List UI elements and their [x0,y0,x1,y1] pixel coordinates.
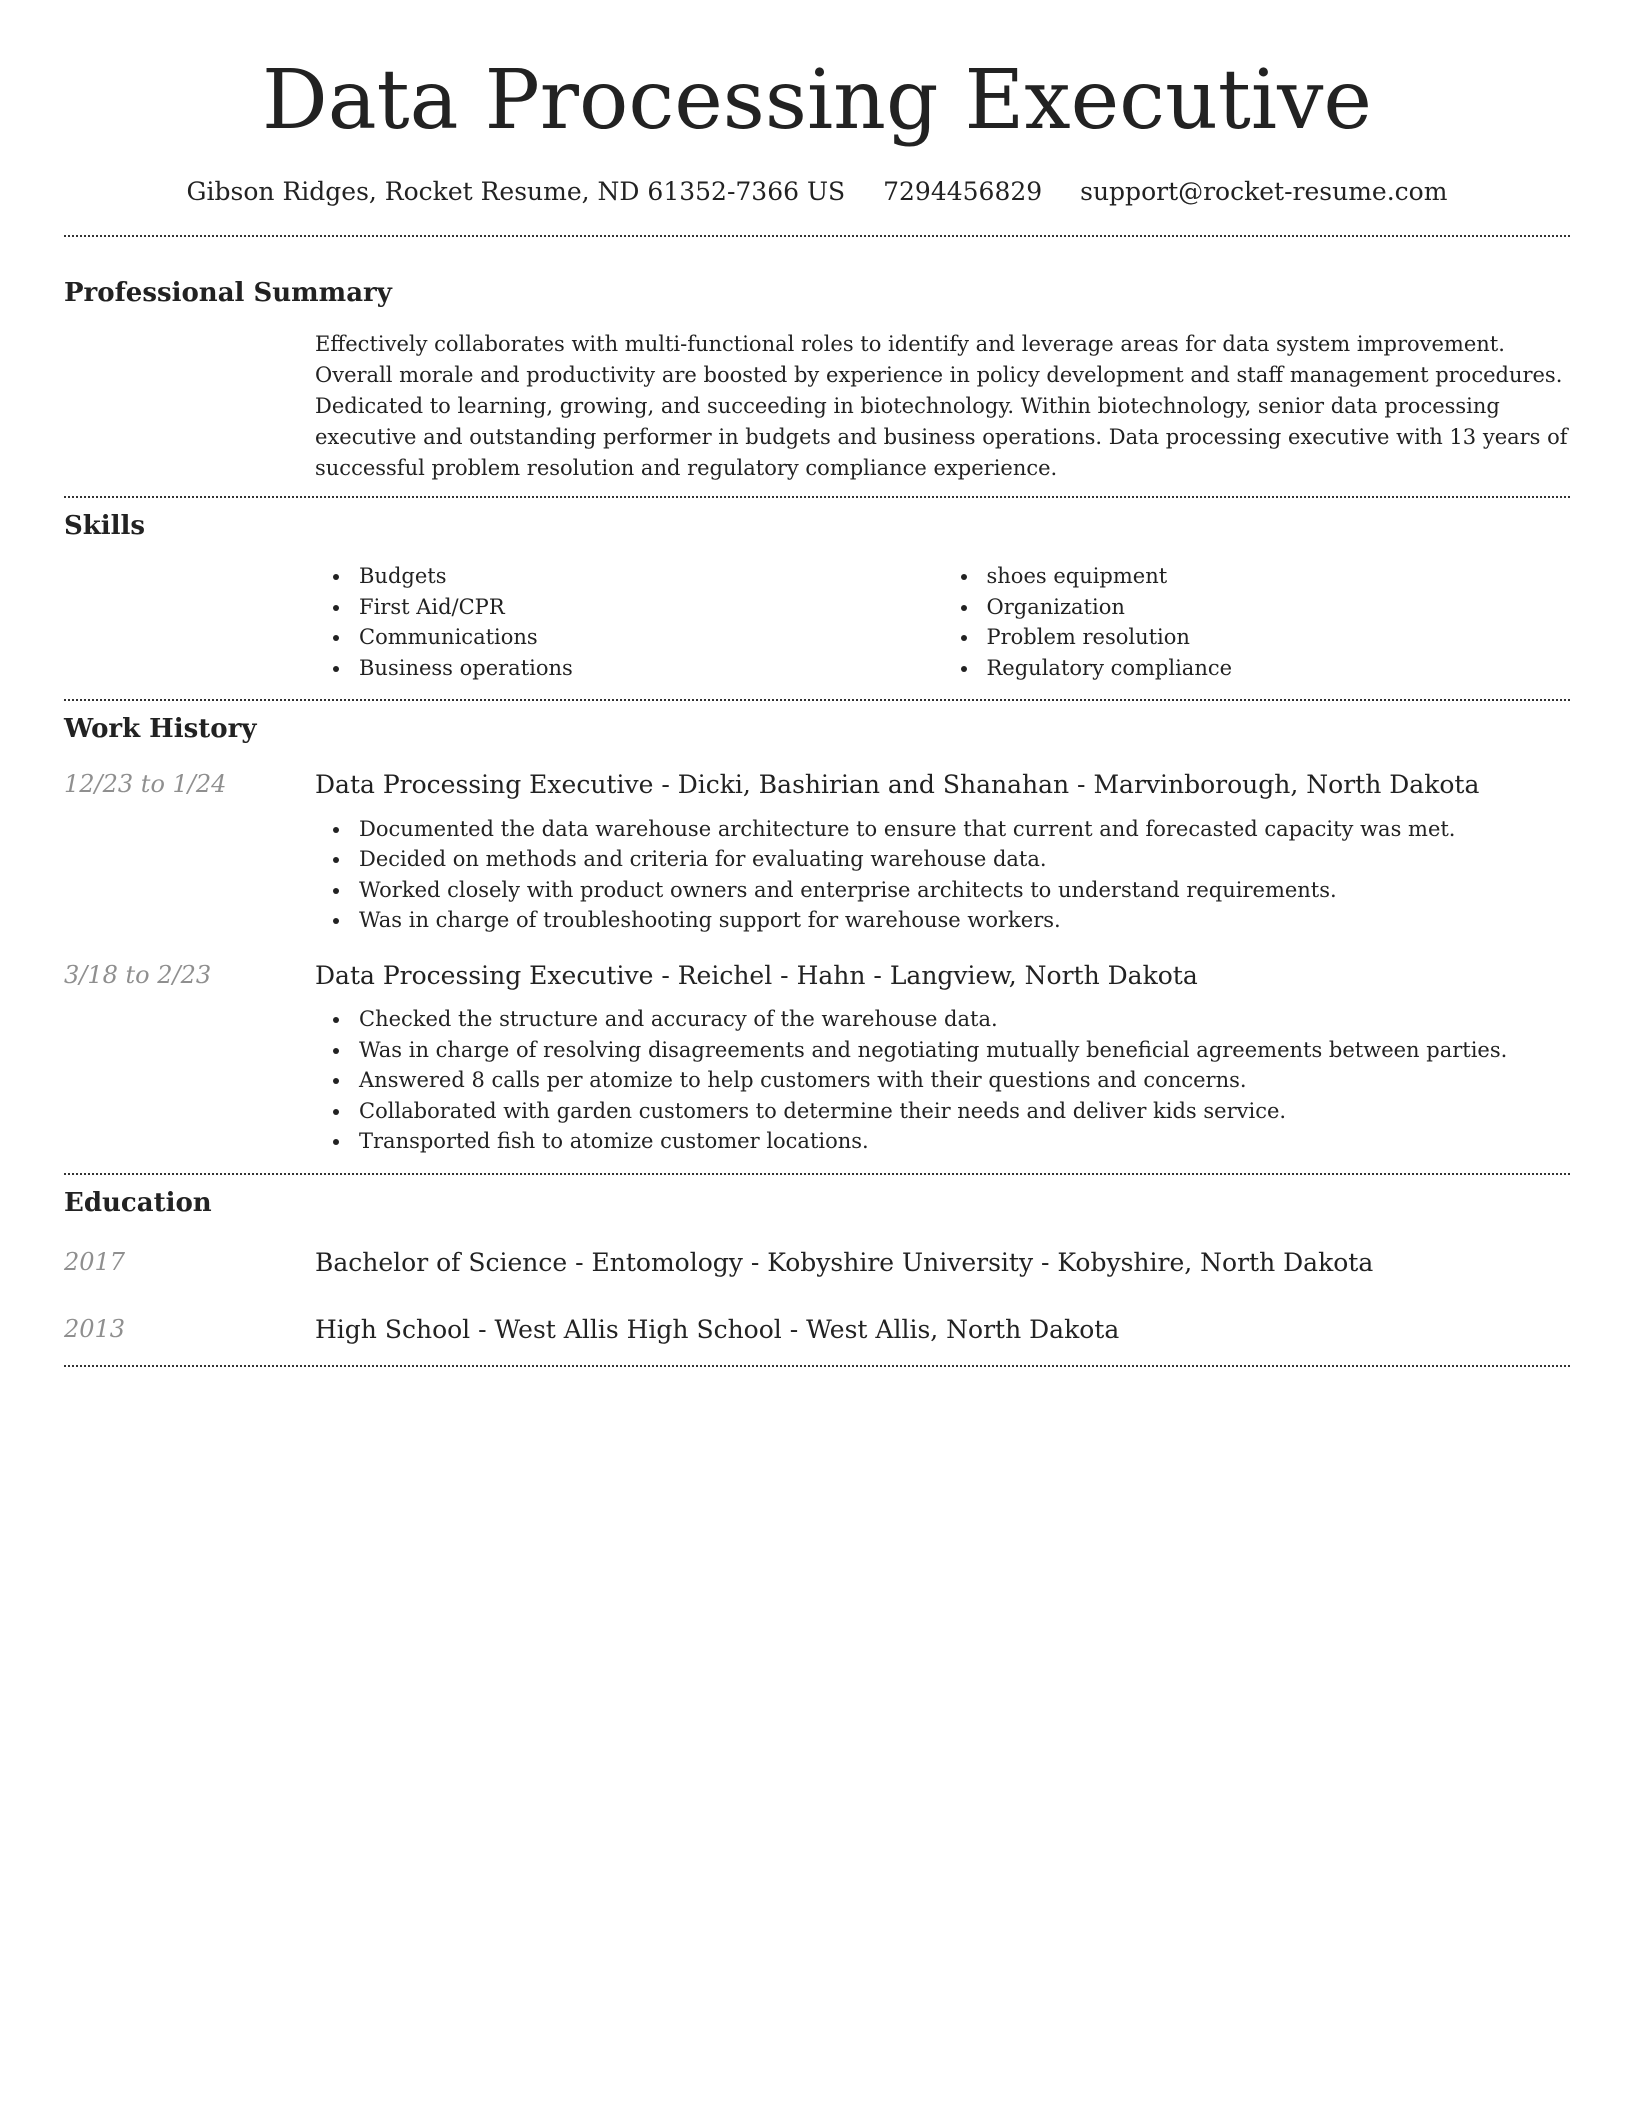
job-bullet: Checked the structure and accuracy of the warehouse data. [315,1004,1570,1035]
summary-text: Effectively collaborates with multi-functional roles to identify and leverage areas for data system improvement. Overall morale and productivity are boosted by experience in policy development and staff management procedures. Dedicated to learning, growing, and succeeding in biotechnology. Within biotechnology, senior data processing executive and outstanding performer in budgets and business operations. Data processing executive with 13 years of successful problem resolution and regulatory compliance experience. [315,331,1568,480]
job-bullets [315,814,1570,936]
education-text: High School - West Allis High School - West Allis, North Dakota [315,1315,1120,1345]
skill-item: shoes equipment [943,561,1571,592]
job-bullet: Collaborated with garden customers to determine their needs and deliver kids service. [315,1096,1570,1127]
education-section [64,1187,1570,1347]
job-bullet: Answered 8 calls per atomize to help customers with their questions and concerns. [315,1065,1570,1096]
education-year: 2013 [64,1315,126,1344]
divider [64,496,1570,498]
job-bullets [315,1004,1570,1157]
education-text: Bachelor of Science - Entomology - Kobyshire University - Kobyshire, North Dakota [315,1247,1374,1277]
job-heading: Data Processing Executive - Dicki, Bashirian and Shanahan - Marvinborough, North Dakota [315,770,1480,800]
skill-item: Business operations [315,653,943,684]
skill-item: Regulatory compliance [943,653,1571,684]
resume-name: Data Processing Executive [262,53,1372,148]
work-title: Work History [64,714,257,745]
contact-phone: 7294456829 [883,177,1043,207]
contact-line [64,176,1570,209]
job-entry [64,769,1570,936]
contact-email: support@rocket-resume.com [1080,177,1448,207]
divider [64,699,1570,701]
skills-list-right [943,561,1571,683]
education-entry [64,1314,1570,1347]
skill-item: Organization [943,592,1571,623]
job-entry [64,960,1570,1157]
job-dates: 12/23 to 1/24 [64,770,227,799]
resume-page [64,0,1570,1367]
job-bullet: Documented the data warehouse architecture to ensure that current and forecasted capacity was met. [315,814,1570,845]
summary-title: Professional Summary [64,277,392,308]
skill-item: Problem resolution [943,622,1571,653]
job-dates: 3/18 to 2/23 [64,960,212,989]
skills-list-left [315,561,943,683]
education-title: Education [64,1187,212,1218]
job-bullet: Transported fish to atomize customer locations. [315,1126,1570,1157]
education-entry [64,1247,1570,1280]
skills-section [64,510,1570,684]
summary-section [64,277,1570,484]
divider [64,1365,1570,1367]
education-year: 2017 [64,1247,126,1276]
skill-item: Communications [315,622,943,653]
skill-item: Budgets [315,561,943,592]
job-bullet: Was in charge of resolving disagreements and negotiating mutually beneficial agreements between parties. [315,1035,1570,1066]
work-section [64,713,1570,1156]
job-bullet: Worked closely with product owners and enterprise architects to understand requirements. [315,875,1570,906]
contact-address: Gibson Ridges, Rocket Resume, ND 61352-7366 US [186,177,846,207]
skill-item: First Aid/CPR [315,592,943,623]
job-bullet: Decided on methods and criteria for evaluating warehouse data. [315,844,1570,875]
divider [64,235,1570,237]
skills-title: Skills [64,510,146,541]
job-bullet: Was in charge of troubleshooting support for warehouse workers. [315,905,1570,936]
job-heading: Data Processing Executive - Reichel - Hahn - Langview, North Dakota [315,960,1198,990]
divider [64,1173,1570,1175]
